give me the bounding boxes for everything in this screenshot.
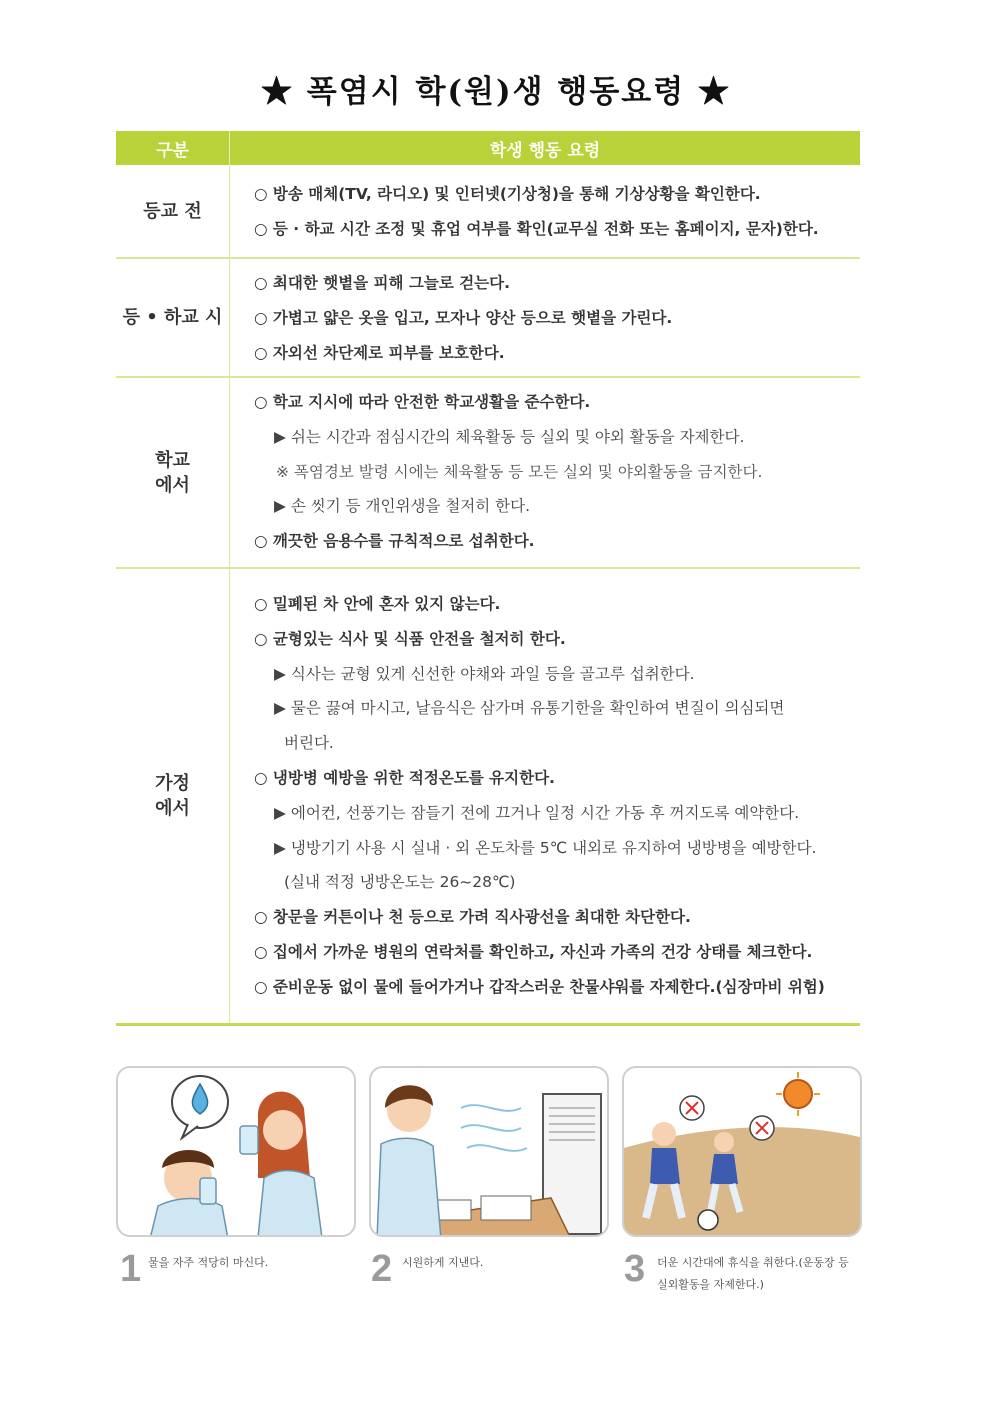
list-item: ▶ 에어컨, 선풍기는 잠들기 전에 끄거나 일정 시간 가동 후 꺼지도록 예약한다.	[274, 803, 800, 822]
row-category-line: 에서	[155, 798, 190, 819]
list-item: ○ 등 · 하교 시간 조정 및 휴업 여부를 확인(교무실 전화 또는 홈페이지, 문자)한다.	[254, 219, 819, 238]
table-row	[116, 165, 860, 259]
caption-line: 실외활동을 자제한다.)	[657, 1278, 764, 1291]
list-item: ○ 냉방병 예방을 위한 적정온도를 유지한다.	[254, 768, 555, 787]
caption-text	[657, 1252, 849, 1296]
row-category: 등 • 하교 시	[116, 259, 230, 376]
caption-number: 3	[624, 1248, 646, 1290]
caption-number: 1	[120, 1248, 142, 1290]
row-category	[116, 378, 230, 567]
list-item: ▶ 식사는 균형 있게 신선한 야채와 과일 등을 골고루 섭취한다.	[274, 664, 695, 683]
list-item: ○ 자외선 차단제로 피부를 보호한다.	[254, 343, 505, 362]
list-item: ▶ 냉방기기 사용 시 실내 · 외 온도차를 5℃ 내외로 유지하여 냉방병을 예방한다.	[274, 838, 817, 857]
row-category-line: 에서	[155, 474, 190, 496]
list-item: ▶ 물은 끓여 마시고, 날음식은 삼가며 유통기한을 확인하여 변질이 의심되면	[274, 699, 785, 718]
staying-cool-illustration	[369, 1066, 609, 1237]
caption-line: 더운 시간대에 휴식을 취한다.(운동장 등	[657, 1256, 849, 1269]
caption-number: 2	[371, 1248, 393, 1290]
table-row	[116, 569, 860, 1026]
caption-text: 물을 자주 적당히 마신다.	[148, 1256, 269, 1269]
row-category	[116, 569, 230, 1023]
note-item: ※ 폭염경보 발령 시에는 체육활동 등 모든 실외 및 야외활동을 금지한다.	[276, 462, 763, 481]
table-header	[116, 131, 860, 165]
page-title: ★ 폭염시 학(원)생 행동요령 ★	[261, 74, 731, 110]
list-item: ○ 학교 지시에 따라 안전한 학교생활을 준수한다.	[254, 393, 591, 411]
table-row	[116, 259, 860, 378]
row-content	[230, 569, 860, 1023]
list-item: ○ 준비운동 없이 물에 들어가거나 갑작스러운 찬물샤워를 자제한다.(심장마비 위험)	[254, 977, 825, 996]
list-item: ▶ 손 씻기 등 개인위생을 철저히 한다.	[274, 497, 531, 516]
list-item-continuation: 버린다.	[284, 734, 334, 753]
list-item: ▶ 쉬는 시간과 점심시간의 체육활동 등 실외 및 야외 활동을 자제한다.	[274, 427, 745, 446]
drinking-water-illustration	[116, 1066, 356, 1237]
header-category: 구분	[116, 131, 230, 165]
list-item: ○ 균형있는 식사 및 식품 안전을 철저히 한다.	[254, 629, 566, 648]
list-item: ○ 가볍고 얇은 옷을 입고, 모자나 양산 등으로 햇볕을 가린다.	[254, 308, 673, 327]
list-item: ○ 깨끗한 음용수를 규칙적으로 섭취한다.	[254, 532, 535, 551]
guideline-table	[116, 131, 860, 1026]
note-item: (실내 적정 냉방온도는 26~28℃)	[284, 873, 516, 892]
row-content	[230, 165, 860, 257]
header-content: 학생 행동 요령	[489, 140, 601, 161]
list-item: ○ 방송 매체(TV, 라디오) 및 인터넷(기상청)을 통해 기상상황을 확인한다.	[254, 185, 761, 203]
list-item: ○ 최대한 햇볕을 피해 그늘로 걷는다.	[254, 274, 511, 292]
row-category-line: 가정	[155, 773, 190, 794]
caption-text: 시원하게 지낸다.	[402, 1256, 484, 1269]
list-item: ○ 밀폐된 차 안에 혼자 있지 않는다.	[254, 595, 501, 613]
rest-hot-hours-illustration	[622, 1066, 862, 1237]
list-item: ○ 집에서 가까운 병원의 연락처를 확인하고, 자신과 가족의 건강 상태를 체크한다.	[254, 942, 813, 961]
row-content	[230, 378, 860, 567]
table-row	[116, 378, 860, 569]
row-category-line: 학교	[155, 449, 190, 471]
row-content	[230, 259, 860, 376]
row-category: 등교 전	[116, 165, 230, 257]
list-item: ○ 창문을 커튼이나 천 등으로 가려 직사광선을 최대한 차단한다.	[254, 908, 691, 927]
